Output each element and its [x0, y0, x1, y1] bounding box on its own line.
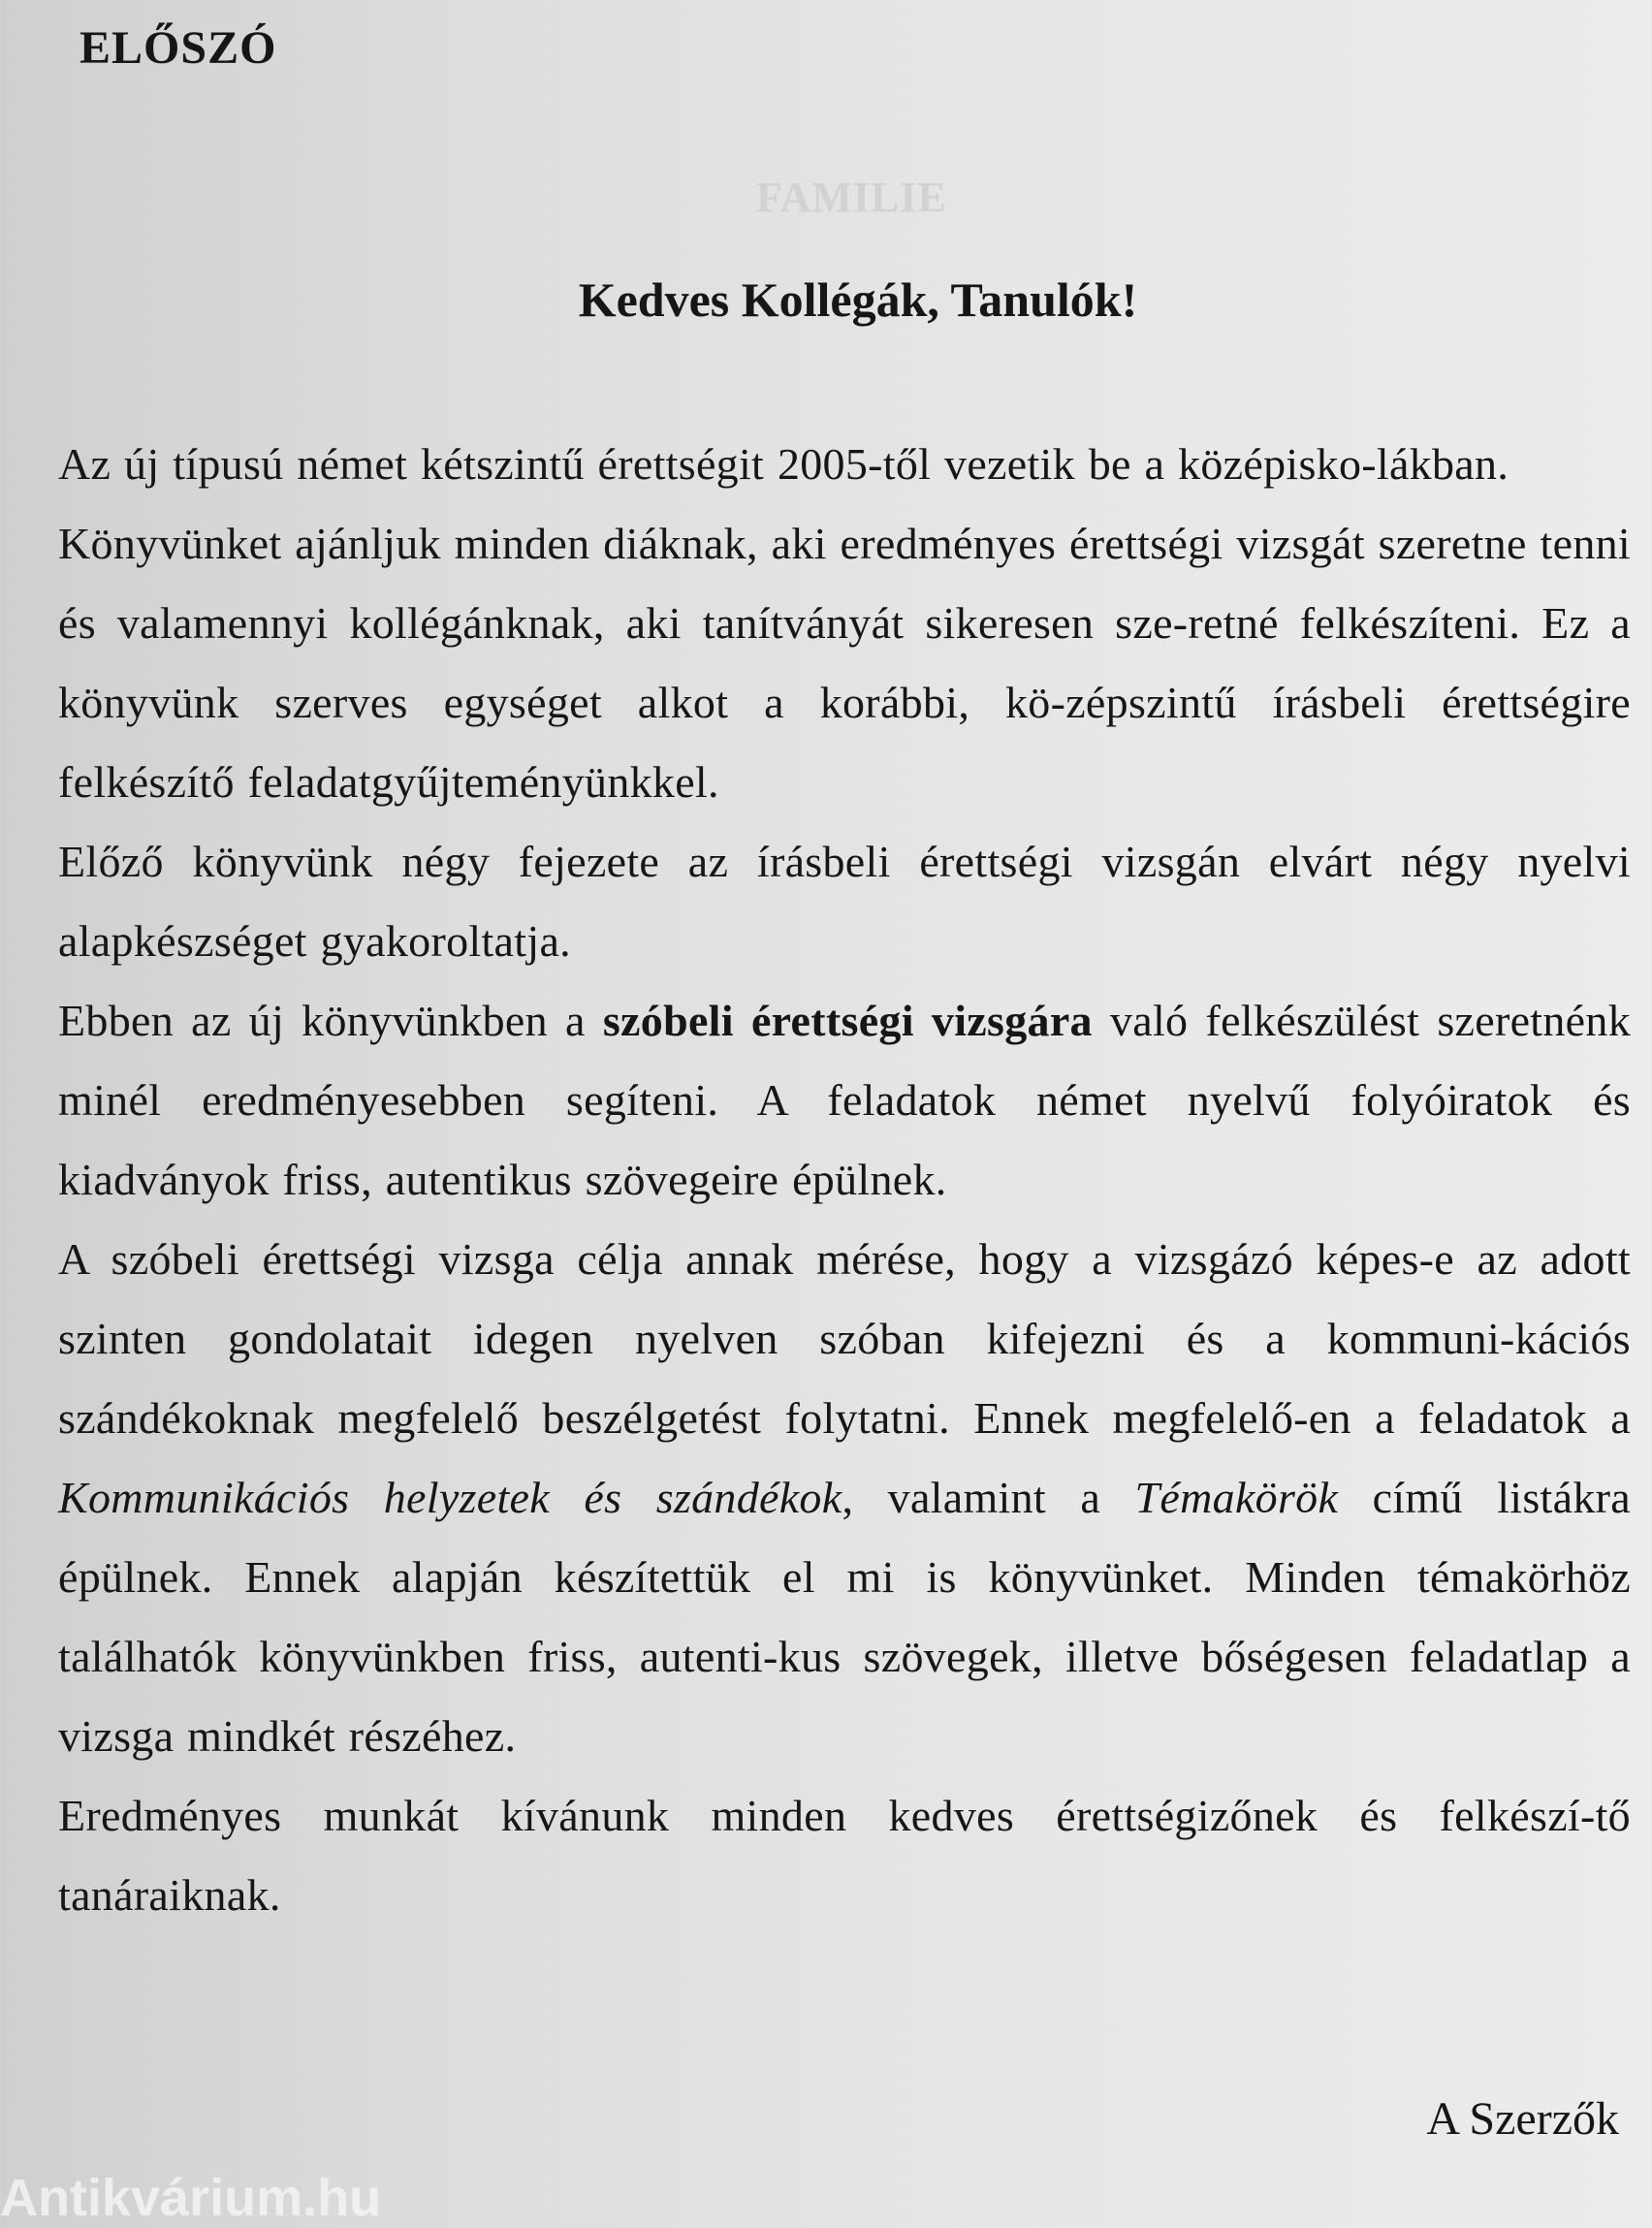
signature: A Szerzők	[1426, 2093, 1619, 2145]
salutation: Kedves Kollégák, Tanulók!	[578, 272, 1138, 327]
watermark: Antikvárium.hu	[0, 2169, 382, 2227]
section-title: ELŐSZÓ	[79, 22, 277, 74]
body-text	[58, 425, 1631, 1935]
paragraph-recommendation: Könyvünket ajánljuk minden diáknak, aki eredményes érettségi vizsgát szeretne tenni és valamennyi kollégánknak, aki tanítványát sikeresen sze-retné felkészíteni. Ez a könyvünk szerves egységet alkot a korábbi, kö-zépszintű írásbeli érettségire felkészítő feladatgyűjteményünkkel.	[58, 519, 1631, 807]
bleed-through-text: FAMILIE	[756, 174, 947, 221]
paragraph-exam-goal-part3: című listákra épülnek. Ennek alapján készítettük el mi is könyvünket. Minden témakörhöz találhatók könyvünkben friss, autenti-kus szövegek, illetve bőségesen feladatlap a vizsga mindkét részéhez.	[58, 1473, 1631, 1761]
paragraph-new-book-end: való felkészülést szeretnénk minél eredményesebben segíteni. A feladatok német nyelvű folyóiratok és kiadványok friss, autentikus szövegeire épülnek.	[58, 996, 1631, 1204]
paragraph-intro: Az új típusú német kétszintű érettségit 2005-től vezetik be a középisko-lákban.	[58, 439, 1509, 489]
topics-title: Témakörök	[1134, 1473, 1339, 1522]
paragraph-new-book-start: Ebben az új könyvünkben a	[58, 996, 603, 1045]
paragraph-exam-goal-part1: A szóbeli érettségi vizsga célja annak mérése, hogy a vizsgázó képes-e az adott szinten gondolatait idegen nyelven szóban kifejezni és a kommuni-kációs szándékoknak megfelelő beszélgetést folytatni. Ennek megfelelő-en a feladatok a	[58, 1234, 1631, 1443]
paragraph-previous-book: Előző könyvünk négy fejezete az írásbeli érettségi vizsgán elvárt négy nyelvi alapkészséget gyakoroltatja.	[58, 837, 1631, 966]
communication-situations-title: Kommunikációs helyzetek és szándékok	[58, 1473, 842, 1522]
paragraph-new-book	[58, 981, 1631, 1220]
paragraph-closing-wish: Eredményes munkát kívánunk minden kedves érettségizőnek és felkészí-tő tanáraiknak.	[58, 1791, 1631, 1920]
paragraph-exam-goal-part2: , valamint a	[842, 1473, 1135, 1522]
oral-exam-emphasis: szóbeli érettségi vizsgára	[602, 996, 1093, 1045]
paragraph-exam-goal	[58, 1220, 1631, 1776]
